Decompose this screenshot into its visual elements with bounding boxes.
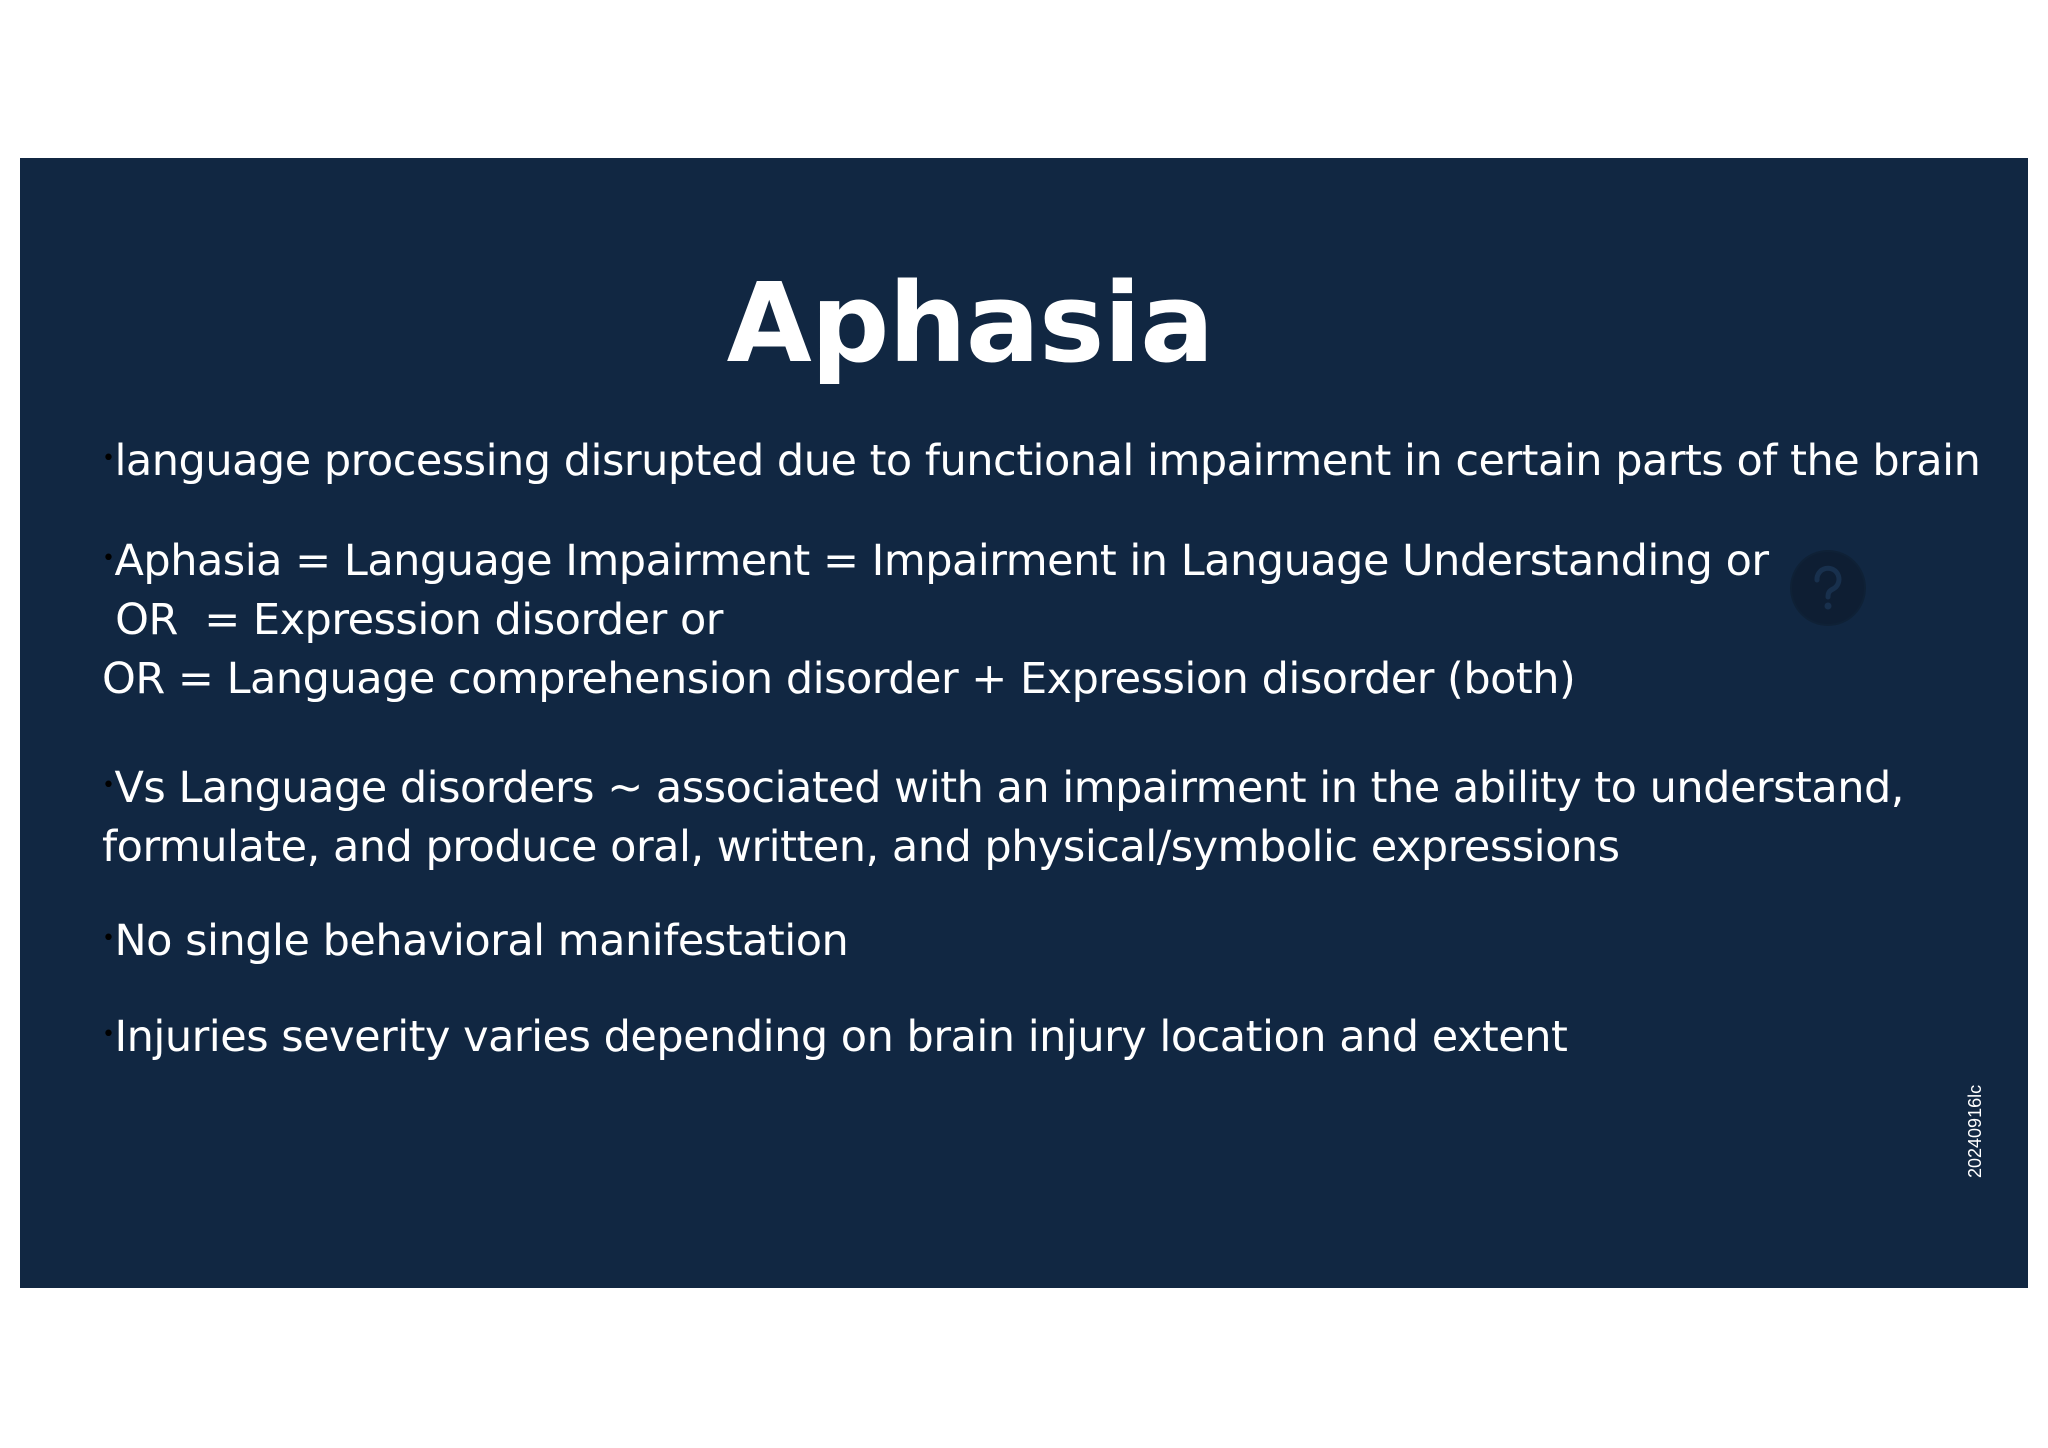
list-item [102, 763, 1904, 813]
list-item-text: Injuries severity varies depending on brain injury location and extent [114, 1012, 1568, 1062]
list-item-text: Aphasia = Language Impairment = Impairment in Language Understanding or [114, 536, 1769, 586]
slide-code: 20240916lc [1965, 1084, 1985, 1178]
bullet-icon: • [102, 546, 115, 571]
list-item-text: language processing disrupted due to functional impairment in certain parts of the brain [114, 436, 1981, 486]
slide [20, 158, 2028, 1288]
continuation-line: formulate, and produce oral, written, and physical/symbolic expressions [102, 822, 1620, 872]
slide-title: Aphasia [726, 259, 1214, 387]
list-item-text: No single behavioral manifestation [114, 916, 849, 966]
list-item [102, 536, 1769, 586]
continuation-line: OR = Expression disorder or [102, 595, 723, 645]
question-head-icon [1790, 550, 1866, 626]
list-item [102, 1012, 1568, 1062]
continuation-line: OR = Language comprehension disorder + Expression disorder (both) [102, 654, 1576, 704]
bullet-icon: • [102, 926, 115, 951]
list-item [102, 436, 1981, 486]
list-item [102, 916, 849, 966]
bullet-icon: • [102, 773, 115, 798]
list-item-text: Vs Language disorders ~ associated with an impairment in the ability to understand, [114, 763, 1904, 813]
bullet-icon: • [102, 1022, 115, 1047]
bullet-icon: • [102, 446, 115, 471]
